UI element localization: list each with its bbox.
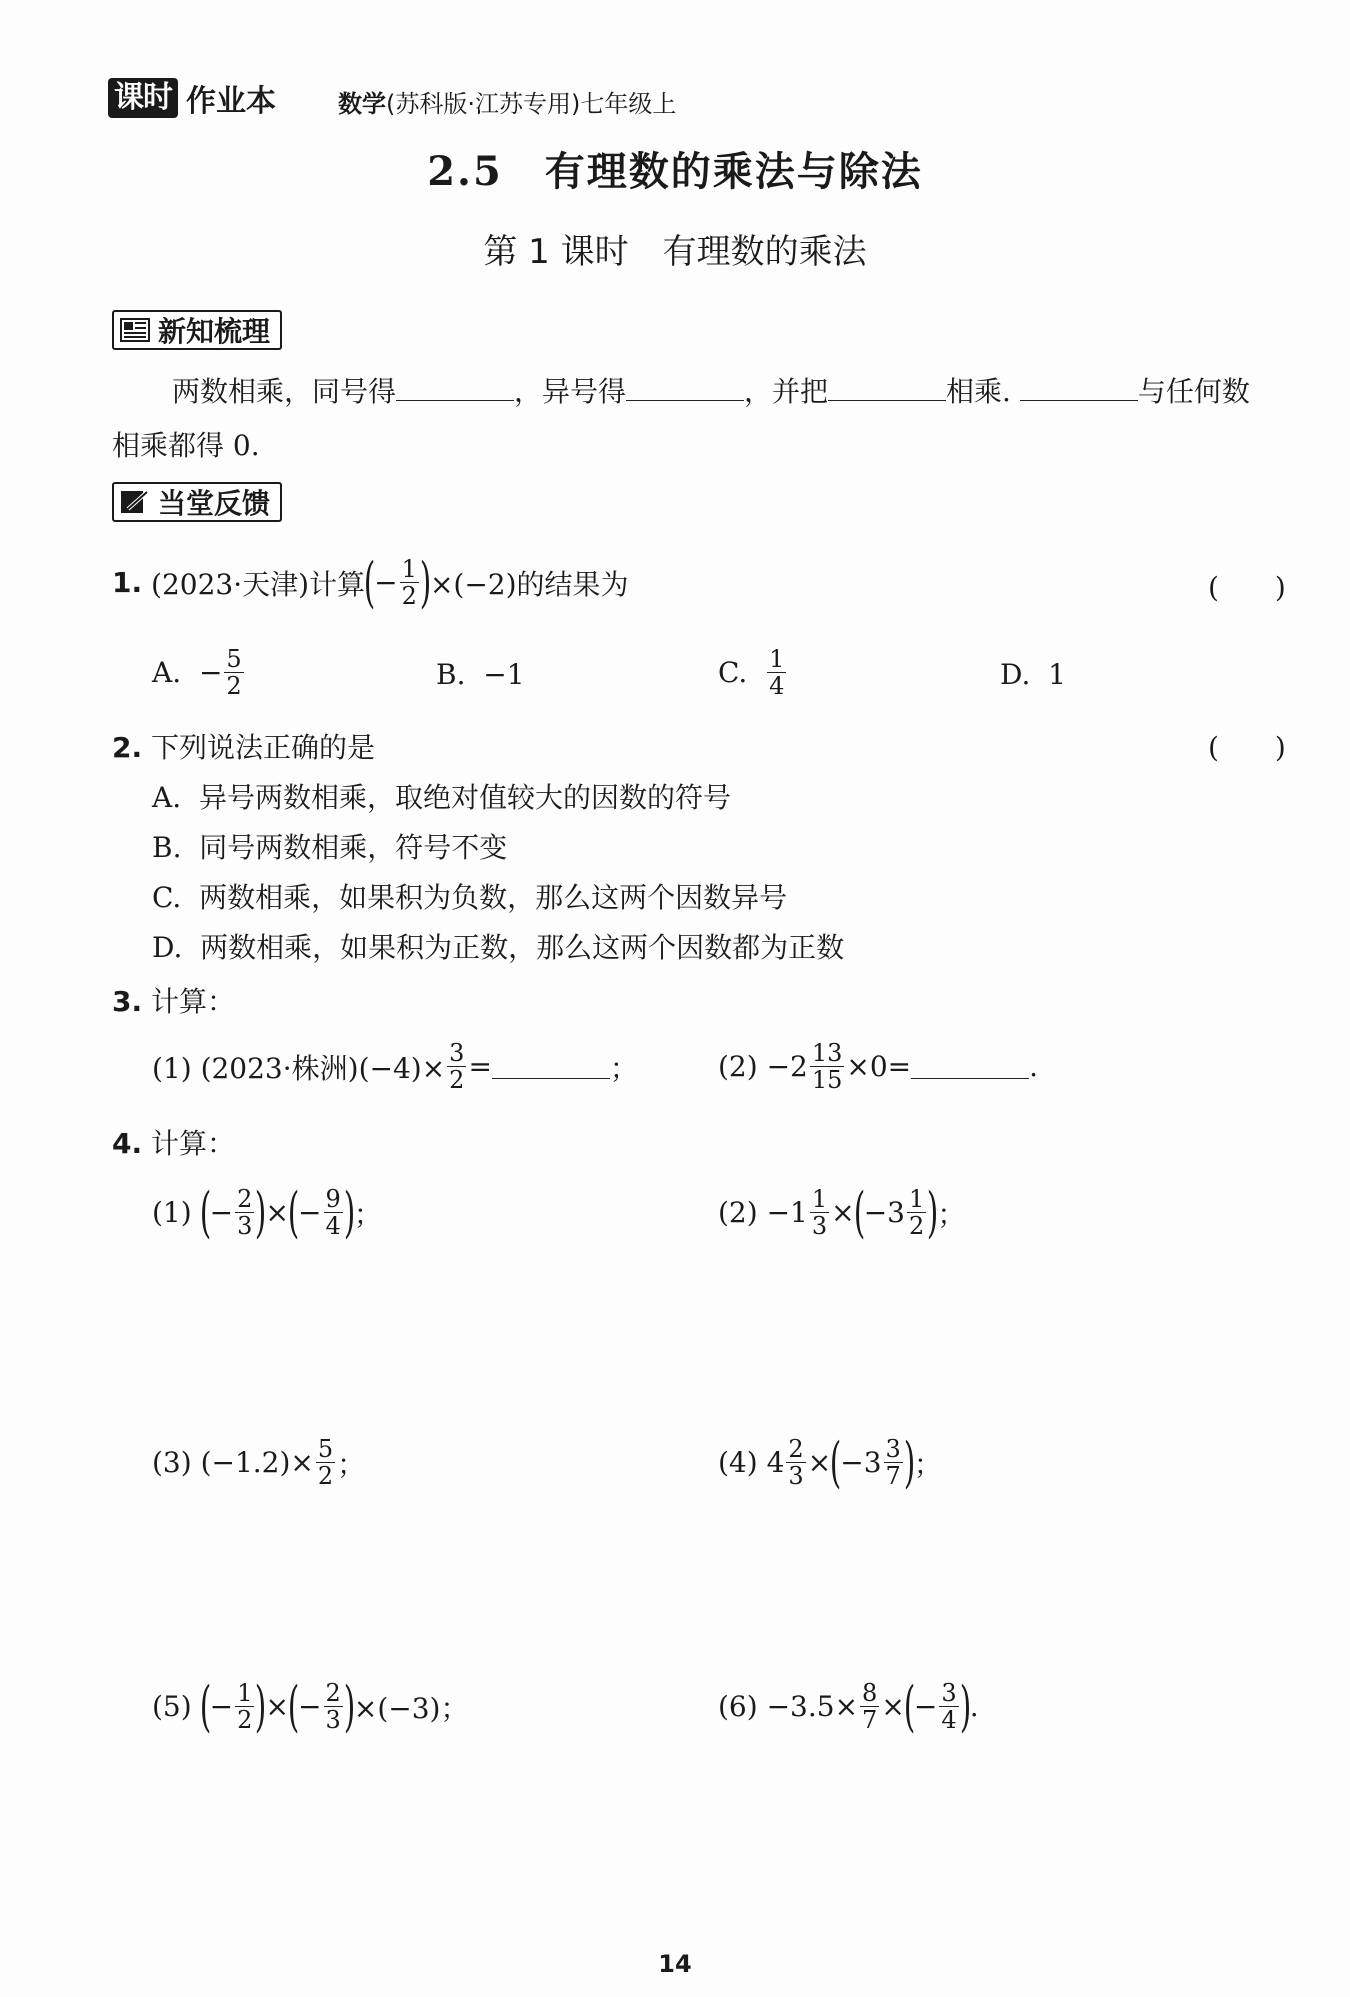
pencil-note-icon bbox=[120, 489, 150, 515]
section-title: 2.5 有理数的乘法与除法 bbox=[427, 148, 923, 195]
answer-paren[interactable]: ( ) bbox=[1208, 731, 1286, 764]
question-number: 3. bbox=[112, 985, 143, 1018]
q4-part-2: (2) −1 $\frac{1}{3}$ × ( −3 $\frac{1}{2}$ ) ； bbox=[718, 1180, 966, 1244]
question-3 bbox=[112, 980, 235, 1020]
answer-paren[interactable]: ( ) bbox=[1208, 571, 1286, 604]
text-segment: 与任何数 bbox=[1137, 375, 1250, 408]
question-text: 下列说法正确的是 bbox=[151, 731, 376, 764]
question-text: 计算： bbox=[151, 1127, 236, 1160]
book-subject: 数学 bbox=[338, 90, 386, 118]
text-segment: 两数相乘，同号得 bbox=[172, 375, 397, 408]
q4-part-6: (6) −3.5× $\frac{8}{7}$ × ( − $\frac{3}{4}$ ) . bbox=[718, 1674, 979, 1738]
page-number: 14 bbox=[658, 1950, 692, 1978]
q3-part-1: (1) (2023·株洲)(−4)× $\frac{3}{2}$ = ； bbox=[152, 1039, 638, 1094]
text-segment: ，并把 bbox=[744, 375, 829, 408]
section-tag-feedback bbox=[112, 482, 282, 522]
logo-suffix: 作业本 bbox=[186, 84, 276, 119]
book-info bbox=[338, 84, 676, 119]
book-icon bbox=[120, 317, 150, 343]
question-number: 4. bbox=[112, 1127, 143, 1160]
q3-part-2: (2) −2 $\frac{13}{15}$ ×0= . bbox=[718, 1039, 1039, 1094]
section-tag-label: 新知梳理 bbox=[158, 315, 271, 348]
q4-part-5: (5) ( − $\frac{1}{2}$ ) × ( − $\frac{2}{3}$ ) ×(−3)； bbox=[152, 1674, 469, 1738]
fill-blank[interactable] bbox=[1020, 372, 1138, 401]
fill-blank[interactable] bbox=[911, 1054, 1029, 1079]
q2-option-b[interactable]: B. 同号两数相乘，符号不变 bbox=[152, 831, 508, 864]
q1-option-a[interactable]: A. − $\frac{5}{2}$ bbox=[152, 645, 242, 700]
q4-part-1: (1) ( − $\frac{2}{3}$ ) × ( − $\frac{9}{4}$ ) ； bbox=[152, 1180, 382, 1244]
knowledge-line-1 bbox=[172, 370, 1250, 410]
question-2 bbox=[112, 726, 375, 766]
question-4 bbox=[112, 1122, 235, 1162]
q1-option-d[interactable]: D. 1 bbox=[1000, 658, 1066, 691]
fill-blank[interactable] bbox=[396, 372, 514, 401]
q1-option-c[interactable]: C. $\frac{1}{4}$ bbox=[718, 645, 785, 700]
text-segment: 相乘. bbox=[946, 375, 1011, 408]
lesson-subtitle: 第 1 课时 有理数的乘法 bbox=[483, 232, 867, 272]
series-logo bbox=[108, 78, 276, 118]
q2-option-a[interactable]: A. 异号两数相乘，取绝对值较大的因数的符号 bbox=[152, 781, 731, 814]
book-edition: (苏科版·江苏专用)七年级上 bbox=[386, 90, 677, 118]
question-number: 2. bbox=[112, 731, 143, 764]
fill-blank[interactable] bbox=[492, 1054, 610, 1079]
logo-mark: 课时 bbox=[108, 78, 178, 118]
question-number: 1. bbox=[112, 566, 143, 599]
section-tag-new-knowledge bbox=[112, 310, 282, 350]
q4-part-4: (4) 4 $\frac{2}{3}$ × ( −3 $\frac{3}{7}$ ) ； bbox=[718, 1430, 942, 1494]
fill-blank[interactable] bbox=[626, 372, 744, 401]
q4-part-3: (3) (−1.2)× $\frac{5}{2}$ ； bbox=[152, 1435, 366, 1490]
minus-sign: − bbox=[374, 566, 398, 599]
knowledge-line-2: 相乘都得 0. bbox=[112, 429, 260, 462]
q2-option-d[interactable]: D. 两数相乘，如果积为正数，那么这两个因数都为正数 bbox=[152, 931, 845, 964]
q1-option-b[interactable]: B. −1 bbox=[436, 658, 525, 691]
question-text: 计算： bbox=[151, 985, 236, 1018]
fraction: $\frac{1}{2}$ bbox=[401, 555, 417, 610]
text-segment: ，异号得 bbox=[514, 375, 627, 408]
question-text: (2023·天津)计算 bbox=[151, 567, 366, 601]
q2-option-c[interactable]: C. 两数相乘，如果积为负数，那么这两个因数异号 bbox=[152, 881, 788, 914]
question-text: ×(−2)的结果为 bbox=[429, 567, 629, 601]
section-tag-label: 当堂反馈 bbox=[158, 487, 271, 520]
fill-blank[interactable] bbox=[828, 372, 946, 401]
question-1: 1. (2023·天津)计算 ( − $\frac{1}{2}$ ) ×(−2)的结果为 bbox=[112, 550, 629, 614]
